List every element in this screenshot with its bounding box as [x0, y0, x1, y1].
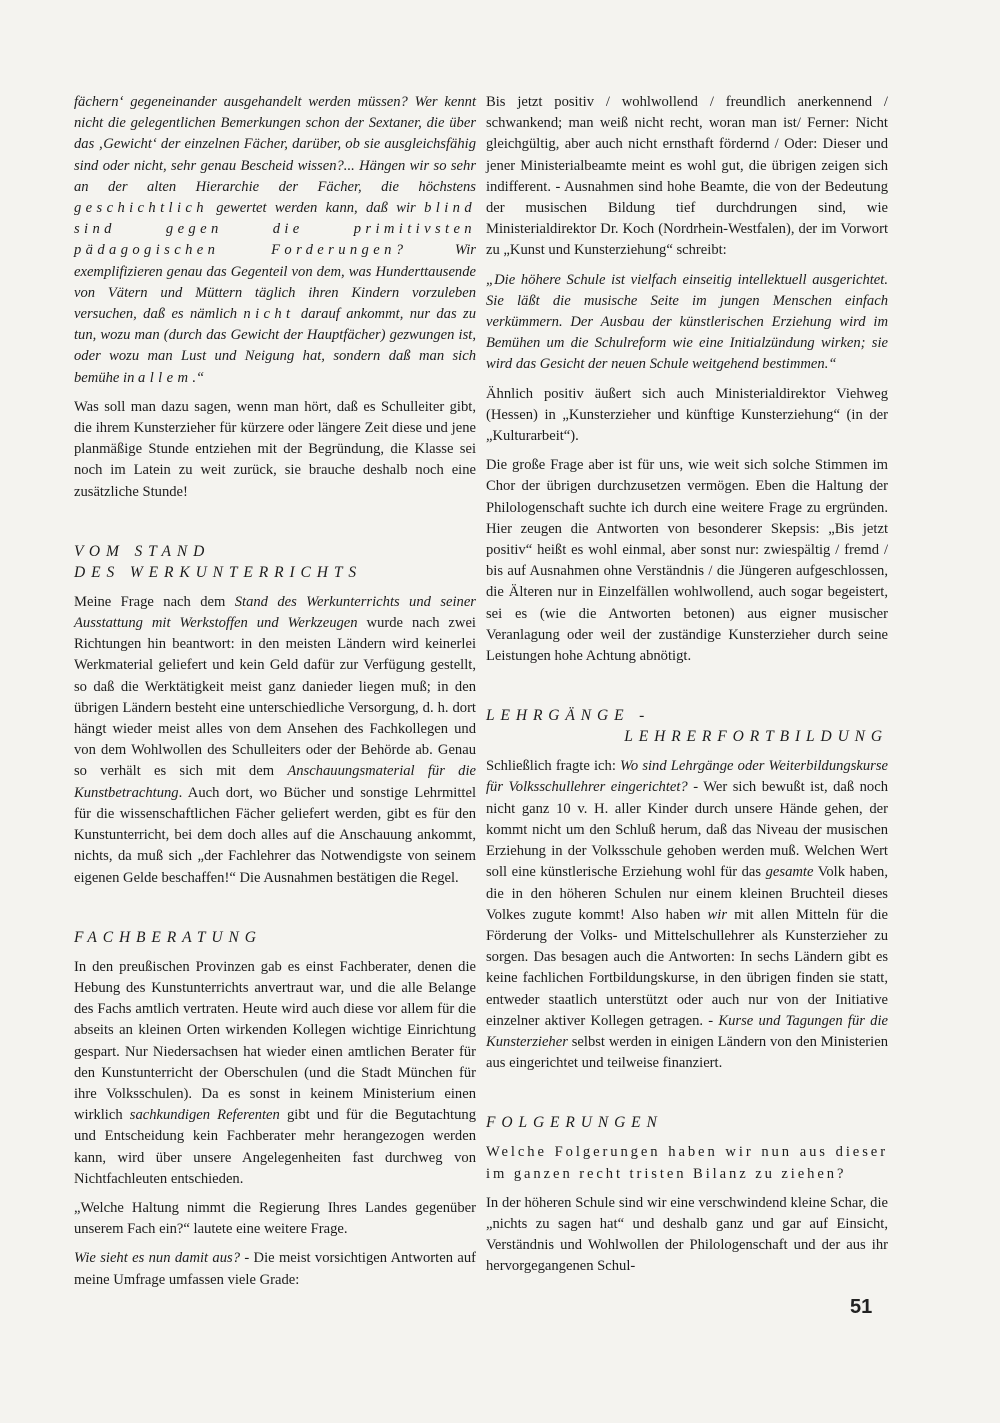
text-run: selbst werden in einigen Ländern von den Ministerien aus eingerichtet und teilweise finanziert. [486, 1033, 888, 1072]
italic-emphasis: Anschauungsmaterial für die Kunstbetrachtung [74, 763, 476, 801]
heading-lehrgaenge [486, 705, 888, 747]
heading-line: FACHBERATUNG [74, 928, 262, 946]
page-number: 51 [850, 1296, 873, 1318]
paragraph-fachberatung [74, 957, 476, 1190]
text-run: darauf ankommt, nur das zu tun, wozu man (durch das Gewicht der Hauptfächer) gezwungen ist, oder wozu man Lust und Neigung hat, sondern daß man sich bemühe in [74, 306, 477, 386]
right-column [486, 92, 888, 1278]
heading-line: FOLGERUNGEN [486, 1114, 663, 1132]
paragraph-antworten [74, 1248, 476, 1290]
heading-folgerungen [486, 1112, 888, 1133]
paragraph-werkunterricht [74, 592, 476, 889]
text-run: Schließlich fragte ich: [486, 758, 616, 775]
italic-emphasis: Wo sind Lehrgänge oder Weiterbildungskurse für Volksschullehrer eingerichtet? [486, 758, 888, 796]
italic-emphasis: gesamte [765, 864, 814, 881]
paragraph-philologen: Die große Frage aber ist für uns, wie weit sich solche Stimmen im Chor der übrigen durchzusetzen vermögen. Eben die Haltung der Philologenschaft suchte ich durch eine weitere Frage zu ergründen. Hier zeugen die Antworten von besonderer Skepsis: „Bis jetzt positiv“ heißt es wohl einmal, aber sonst nur: zwiespältig / fremd / bis auf Ausnahmen ohne Verständnis / die Jüngeren aufgeschlossen, die Älteren nur in Einzelfällen wohlwollend, auch sogar begeistert, sei es (wie die Antworten betonen) aus eigner musischer Veranlagung oder weil der zuständige Kunsterzieher durch seine Leistungen hohe Achtung abnötigt. [486, 457, 888, 665]
text-run: In den preußischen Provinzen gab es einst Fachberater, denen die Hebung des Kunstunterrichts anvertraut war, und die alle Belange des Fachs amtlich vertraten. Heute wird auch diese vor allem für die abseits an kleinen Orten wirkenden Kollegen wichtige Einrichtung gespart. Nur Niedersachsen hat wieder einen amtlichen Berater für den Kunstunterricht der Oberschulen (und die Stadt München für ihre Volksschulen). Da es sonst in keinem Ministerium einen wirklich [74, 958, 476, 1124]
text-run: fächern‘ gegeneinander ausgehandelt werden müssen? Wer kennt nicht die gelegentlichen Bemerkungen schon der Sextaner, die über das ‚Gewicht‘ der einzelnen Fächer, darüber, ob sie ausgleichsfähig sind oder nicht, sehr genau Bescheid wissen?... Hängen wir so sehr an der alten Hierarchie der Fächer, die höchstens [74, 94, 476, 195]
spaced-emphasis: geschichtlich [74, 200, 208, 217]
text-run: - Die meist vorsichtigen Antworten auf meine Umfrage umfassen viele Grade: [74, 1250, 476, 1288]
heading-werkunterricht [74, 541, 476, 583]
quote-koch: „Die höhere Schule ist vielfach einseitig intellektuell ausgerichtet. Sie läßt die musische Seite im jungen Menschen einfach verkümmern. Der Ausbau der künstlerischen Erziehung wird im Bemühen um die Schulreform wie eine Initialzündung wirken; sie wird das Gesicht der neuen Schule weitgehend bestimmen.“ [486, 271, 888, 373]
text-run: Volk haben, die in den höheren Schulen nur einem kleinen Bruchteil dieses Volkes zugute kommt! Also haben [486, 864, 888, 923]
text-run: Wir exemplifizieren genau das Gegenteil von dem, was Hunderttausende von Vätern und Müttern täglich ihren Kindern vorzuleben versuchen, daß es nämlich [74, 242, 476, 323]
italic-emphasis: Wie sieht es nun damit aus? [74, 1250, 240, 1267]
text-run: Meine Frage nach dem [74, 593, 226, 610]
heading-line: LEHRGÄNGE - [486, 707, 651, 725]
text-run: . Auch dort, wo Bücher und sonstige Lehrmittel für die wissenschaftlichen Fächer geliefert werden, gibt es für den Kunstunterricht, bei dem doch alles auf die Anschauung ankommt, nichts, da muß sich „der Fachlehrer das Notwendigste von seinem eigenen Gelde beschaffen!“ Die Ausnahmen bestätigen die Regel. [74, 784, 476, 886]
text-run: wurde nach zwei Richtungen hin beantwort: in den meisten Ländern wird keinerlei Werkmaterial geliefert und kein Geld dafür zur Verfügung gestellt, so daß die Werktätigkeit meist ganz danieder liegen muß; in den übrigen Ländern besteht eine unterschiedliche Versorgung, d. h. dort hängt wieder meist alles von dem Ansehen des Fachkollegen und von dem Wohlwollen des Schulleiters oder der Behörde ab. Genau so verhält es sich mit dem [74, 615, 476, 780]
paragraph-viehweg: Ähnlich positiv äußert sich auch Ministerialdirektor Viehweg (Hessen) in „Kunsterzieher und künftige Kunsterziehung“ (in der „Kulturarbeit“). [486, 385, 888, 445]
text-run: gibt und für die Begutachtung und Entscheidung kein Fachberater mehr herangezogen werden kann, wird über unsere Angelegenheiten fast durchweg von Nichtfachleuten entschieden. [74, 1107, 476, 1187]
paragraph-schulleiter: Was soll man dazu sagen, wenn man hört, daß es Schulleiter gibt, die ihrem Kunsterzieher für kürzere oder längere Zeit diese und jene planmäßige Stunde entziehen mit der Begründung, die Klasse sei noch im Latein zu weit zurück, sie brauche deshalb noch eine zusätzliche Stunde! [74, 398, 476, 500]
italic-emphasis: sachkundigen Referenten [129, 1107, 280, 1124]
spaced-emphasis: nicht [243, 306, 295, 323]
heading-line: DES WERKUNTERRICHTS [74, 563, 363, 581]
text-run: gewertet werden kann, daß wir [216, 200, 416, 217]
paragraph-continuation [74, 92, 476, 389]
paragraph-lehrgaenge [486, 756, 888, 1074]
heading-line: VOM STAND [74, 542, 211, 560]
heading-fachberatung [74, 927, 476, 948]
spaced-emphasis: allem [138, 369, 193, 386]
paragraph-frage-regierung: „Welche Haltung nimmt die Regierung Ihres Landes gegenüber unserem Fach ein?“ lautete eine weitere Frage. [74, 1199, 476, 1238]
paragraph-grade: Bis jetzt positiv / wohlwollend / freundlich anerkennend / schwankend; man weiß nicht recht, woran man ist/ Ferner: Nicht gleichgültig, aber auch nicht ernsthaft fördernd / Oder: Dieser und jener Ministerialbeamte meint es wohl gut, die übrigen zeigen sich indifferent. - Ausnahmen sind hohe Beamte, die von der Bedeutung der musischen Bildung tief durchdrungen sind, wie Ministerialdirektor Dr. Koch (Nordrhein-Westfalen), der im Vorwort zu „Kunst und Kunsterziehung“ schreibt: [486, 94, 888, 259]
italic-emphasis: wir [707, 906, 728, 923]
text-run: mit allen Mitteln für die Förderung der Volks- und Mittelschullehrer als Kunsterzieher zu sorgen. Das besagen auch die Antworten: In sechs Ländern gibt es keine fachlichen Fortbildungskurse, in den übrigen finden sie statt, entweder staatlich unterstützt oder auch nur von der Initiative einzelner aktiver Kollegen getragen. - [486, 906, 889, 1029]
italic-emphasis: Stand des Werkunterrichts und seiner Ausstattung mit Werkstoffen und Werkzeugen [74, 593, 476, 632]
heading-line: LEHRERFORTBILDUNG [624, 728, 888, 746]
lead-question: Welche Folgerungen haben wir nun aus dieser im ganzen recht tristen Bilanz zu ziehen? [486, 1144, 888, 1182]
spaced-emphasis: blind sind gegen die primitivsten pädagogischen Forderungen? [74, 200, 477, 259]
italic-emphasis: Kurse und Tagungen für die Kunsterzieher [486, 1012, 888, 1050]
paragraph-folgerungen: In der höheren Schule sind wir eine verschwindend kleine Schar, die „nichts zu sagen hat“ und deshalb ganz und gar auf Einsicht, Verständnis und Wohlwollen der Philologenschaft und der aus ihr hervorgegangenen Schul- [486, 1194, 888, 1275]
left-column [74, 92, 476, 1291]
text-run: - Wer sich bewußt ist, daß noch nicht ganz 10 v. H. aller Kinder durch unsere Hände gehen, der kommt nicht um den Schluß herum, daß das Niveau der musischen Erziehung in der Volksschule gehoben werden muß. Welchen Wert soll eine künstlerische Erziehung wohl für das [486, 779, 888, 881]
text-run: .“ [192, 369, 205, 386]
